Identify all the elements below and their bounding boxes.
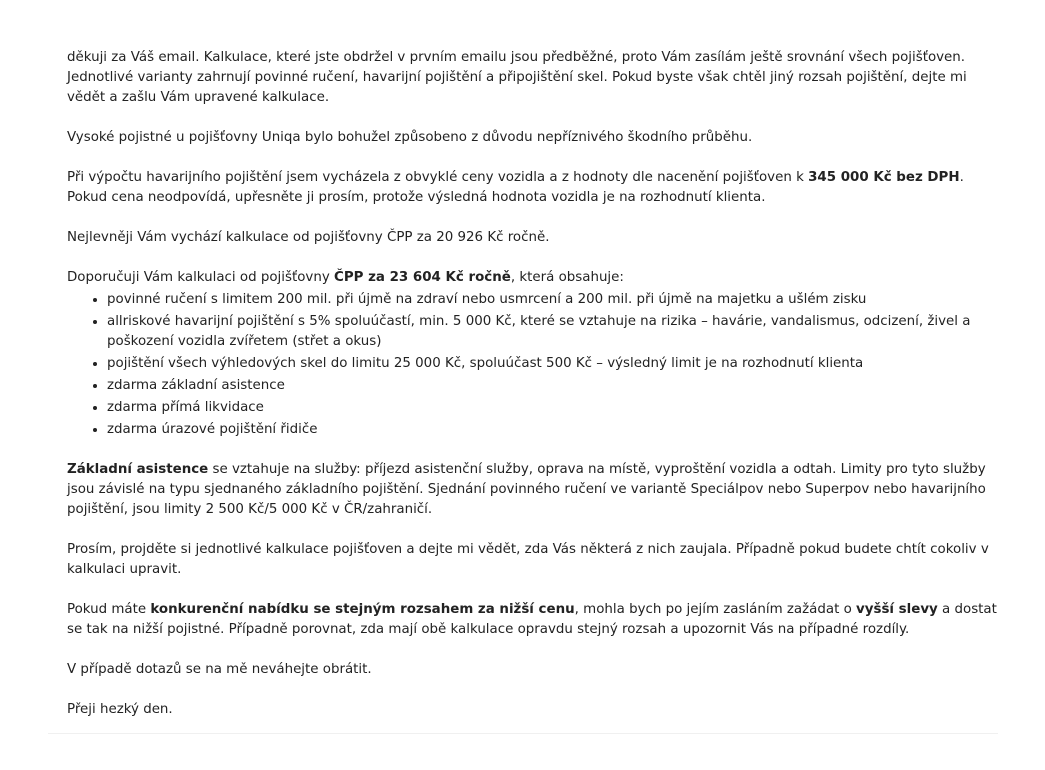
- vehicle-value: 345 000 Kč bez DPH: [808, 170, 960, 185]
- intro-paragraph: děkuji za Váš email. Kalkulace, které jste obdržel v prvním emailu jsou předběžné, proto Vám zasílám ještě srovnání všech pojišťoven. Jednotlivé varianty zahrnují povinné ručení, havarijní pojištění a připojištění skel. Pokud byste však chtěl jiný rozsah pojištění, dejte mi vědět a zašlu Vám upravené kalkulace.: [67, 50, 967, 105]
- uniqa-paragraph: Vysoké pojistné u pojišťovny Uniqa bylo bohužel způsobeno z důvodu nepříznivého škodního průběhu.: [67, 130, 753, 145]
- list-item: • zdarma přímá likvidace: [107, 398, 997, 418]
- competing-offer-bold: konkurenční nabídku se stejným rozsahem za nižší cenu: [150, 602, 575, 617]
- coverage-list: [67, 290, 997, 440]
- list-item: • zdarma úrazové pojištění řidiče: [107, 420, 997, 440]
- list-item: • zdarma základní asistence: [107, 376, 997, 396]
- assistance-paragraph: Základní asistence se vztahuje na služby: příjezd asistenční služby, oprava na místě, vyproštění vozidla a odtah. Limity pro tyto služby jsou závislé na typu sjednaného základního pojištění. Sjednání povinného ručení ve variantě Speciálpov nebo Superpov nebo havarijního pojištění, jsou limity 2 500 Kč/5 000 Kč v ČR/zahraničí.: [67, 462, 986, 517]
- assistance-heading: Základní asistence: [67, 462, 209, 477]
- list-item: • pojištění všech výhledových skel do limitu 25 000 Kč, spoluúčast 500 Kč – výsledný limit je na rozhodnutí klienta: [107, 354, 997, 374]
- closing-paragraph: Přeji hezký den.: [67, 702, 173, 717]
- list-item: • povinné ručení s limitem 200 mil. při újmě na zdraví nebo usmrcení a 200 mil. při újmě na majetku a ušlém zisku: [107, 290, 997, 310]
- review-paragraph: Prosím, projděte si jednotlivé kalkulace pojišťoven a dejte mi vědět, zda Vás některá z nich zaujala. Případně pokud budete chtít cokoliv v kalkulaci upravit.: [67, 542, 989, 577]
- competing-offer-paragraph: Pokud máte konkurenční nabídku se stejným rozsahem za nižší cenu, mohla bych po jejím zasláním zažádat o vyšší slevy a dostat se tak na nižší pojistné. Případně porovnat, zda mají obě kalkulace opravdu stejný rozsah a upozornit Vás na případné rozdíly.: [67, 602, 997, 637]
- recommendation-paragraph: Doporučuji Vám kalkulaci od pojišťovny ČPP za 23 604 Kč ročně, která obsahuje:: [67, 270, 624, 285]
- higher-discount-bold: vyšší slevy: [856, 602, 938, 617]
- questions-paragraph: V případě dotazů se na mě neváhejte obrátit.: [67, 662, 372, 677]
- cheapest-paragraph: Nejlevněji Vám vychází kalkulace od pojišťovny ČPP za 20 926 Kč ročně.: [67, 230, 550, 245]
- divider: [48, 733, 998, 734]
- vehicle-value-paragraph: Při výpočtu havarijního pojištění jsem vycházela z obvyklé ceny vozidla a z hodnoty dle nacenění pojišťoven k 345 000 Kč bez DPH. Pokud cena neodpovídá, upřesněte ji prosím, protože výsledná hodnota vozidla je na rozhodnutí klienta.: [67, 170, 964, 205]
- email-body: [67, 48, 997, 740]
- list-item: • allriskové havarijní pojištění s 5% spoluúčastí, min. 5 000 Kč, které se vztahuje na rizika – havárie, vandalismus, odcizení, živel a poškození vozidla zvířetem (střet a okus): [107, 312, 997, 352]
- recommended-offer: ČPP za 23 604 Kč ročně: [334, 270, 511, 285]
